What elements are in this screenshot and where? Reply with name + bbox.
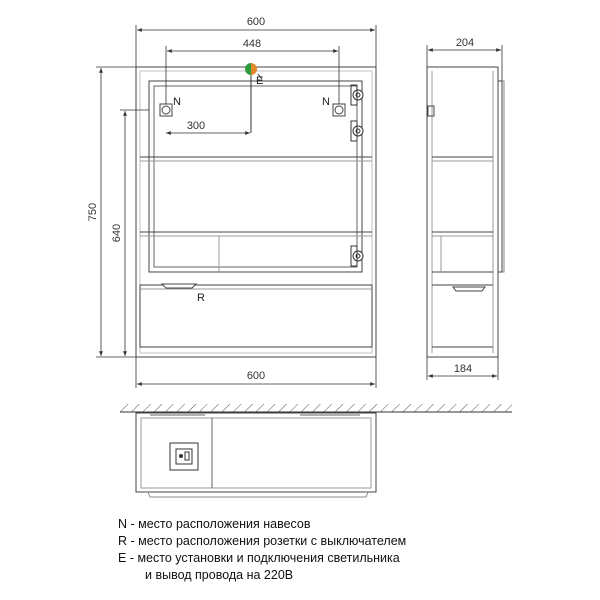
legend-n: N - место расположения навесов	[118, 517, 311, 531]
dim-socket-offset: 300	[186, 120, 206, 132]
door-frame	[149, 81, 362, 272]
side-dimensions	[427, 45, 502, 380]
dim-height-inner: 640	[111, 223, 123, 243]
legend-e: E - место установки и подключения светильника	[118, 551, 400, 565]
side-outer-frame	[427, 67, 498, 357]
dim-front-width-bottom: 600	[246, 370, 266, 382]
side-view	[427, 67, 504, 357]
front-view	[136, 63, 376, 357]
legend-r: R - место расположения розетки с выключателем	[118, 534, 407, 548]
light-point-icon	[245, 63, 257, 75]
plan-view	[120, 404, 512, 497]
front-dimensions	[96, 25, 376, 388]
legend	[118, 516, 406, 584]
marker-light: E	[256, 75, 264, 87]
marker-hanger-right: N	[322, 96, 330, 108]
legend-e-continued: и вывод провода на 220В	[145, 568, 294, 582]
marker-socket: R	[197, 292, 205, 304]
dim-height-total: 750	[87, 202, 99, 222]
side-hanger-icon	[428, 106, 434, 116]
dim-front-width-top: 600	[246, 16, 266, 28]
wall-hatch	[120, 404, 512, 412]
dim-side-depth-bottom: 184	[453, 363, 473, 375]
socket-icon	[170, 443, 198, 470]
dim-front-inner-width: 448	[242, 38, 262, 50]
hanger-right-icon	[333, 104, 345, 116]
hanger-left-icon	[160, 104, 172, 116]
marker-hanger-left: N	[173, 96, 181, 108]
drawer-front	[140, 285, 372, 347]
dim-side-depth-top: 204	[455, 37, 475, 49]
